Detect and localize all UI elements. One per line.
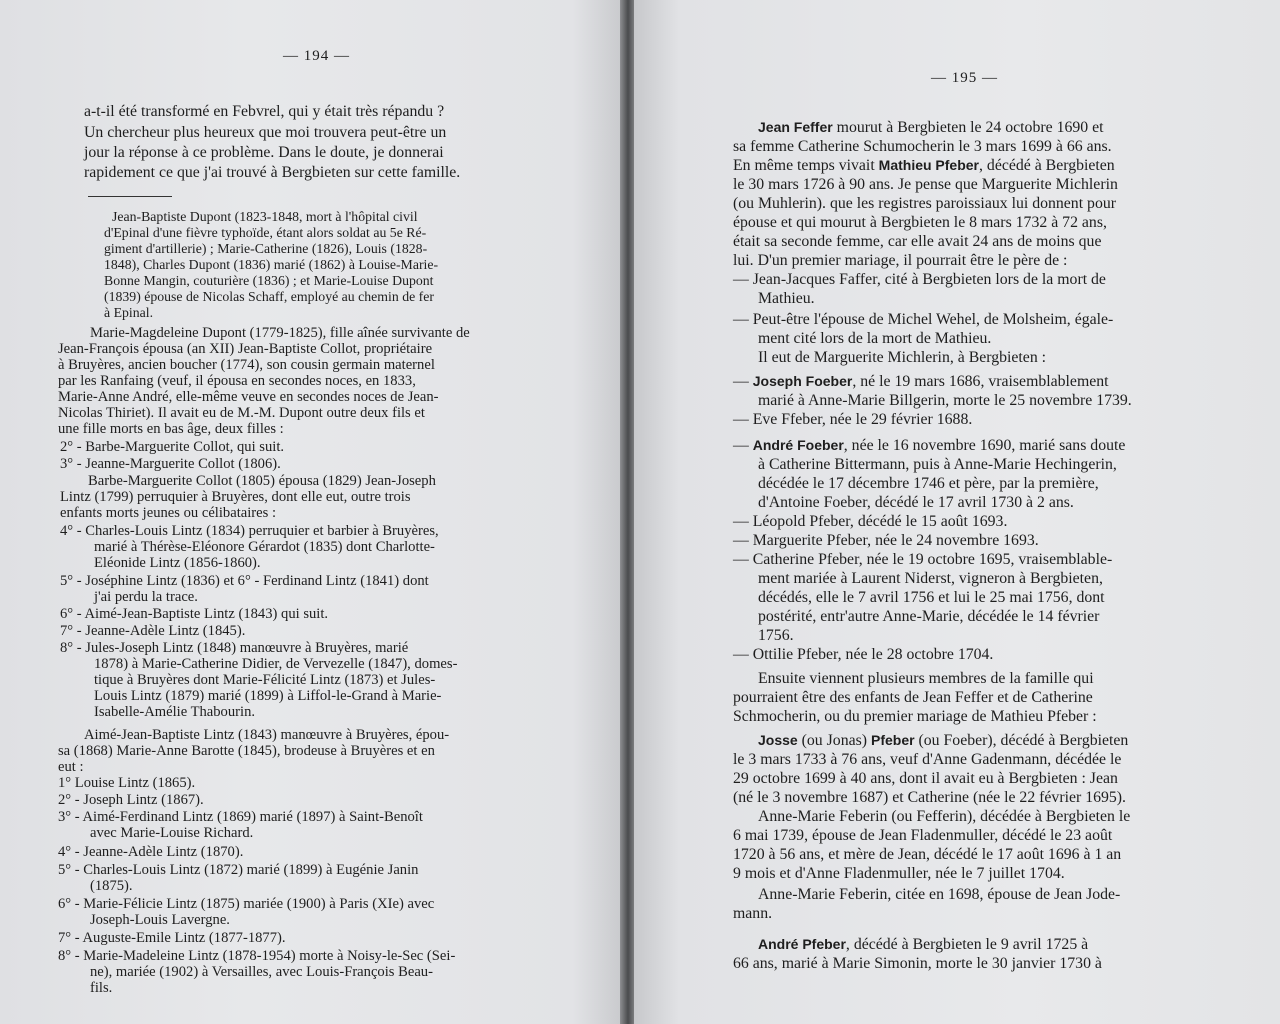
text-line: Jean-François épousa (an XII) Jean-Baptiste Collot, propriétaire bbox=[58, 341, 433, 357]
text-line: 1878) à Marie-Catherine Didier, de Vervezelle (1847), domes- bbox=[94, 656, 458, 672]
text-line: 6 mai 1739, épouse de Jean Fladenmuller, décédé le 23 août bbox=[733, 827, 1113, 844]
text-line: d'Epinal d'une fièvre typhoïde, étant alors soldat au 5e Ré- bbox=[104, 225, 427, 240]
list-item: 2° - Barbe-Marguerite Collot, qui suit. bbox=[60, 439, 285, 455]
text-run: — bbox=[733, 373, 753, 390]
left-page bbox=[0, 0, 622, 1024]
text-line: marié à Anne-Marie Billgerin, morte le 25 novembre 1739. bbox=[758, 392, 1132, 409]
text-line: Ensuite viennent plusieurs membres de la famille qui bbox=[758, 670, 1094, 687]
text-line: a-t-il été transformé en Febvrel, qui y était très répandu ? bbox=[84, 103, 445, 120]
text-line: fils. bbox=[90, 980, 113, 996]
person-name: Jean Feffer bbox=[758, 119, 833, 135]
text-run: (ou Foeber), décédé à Bergbieten bbox=[914, 732, 1129, 749]
text-line: marié à Thérèse-Eléonore Gérardot (1835) dont Charlotte- bbox=[94, 539, 435, 555]
list-item: 7° - Auguste-Emile Lintz (1877-1877). bbox=[58, 930, 286, 946]
text-line: par les Ranfaing (veuf, il épousa en secondes noces, en 1833, bbox=[58, 373, 416, 389]
list-item: 5° - Joséphine Lintz (1836) et 6° - Ferdinand Lintz (1841) dont bbox=[60, 573, 429, 589]
text-line: (né le 3 novembre 1687) et Catherine (née le 22 février 1695). bbox=[733, 789, 1127, 806]
text-line: Eléonide Lintz (1856-1860). bbox=[94, 555, 261, 571]
page-number: — 195 — bbox=[931, 70, 998, 86]
list-item: 3° - Aimé-Ferdinand Lintz (1869) marié (1897) à Saint-Benoît bbox=[58, 809, 423, 825]
list-item: 5° - Charles-Louis Lintz (1872) marié (1899) à Eugénie Janin bbox=[58, 862, 419, 878]
text-line bbox=[758, 733, 1128, 749]
text-line: (1839) épouse de Nicolas Schaff, employé au chemin de fer bbox=[104, 289, 434, 304]
text-run: , né le 19 mars 1686, vraisemblablement bbox=[852, 373, 1109, 390]
text-line: à Bruyères, ancien boucher (1774), son cousin germain maternel bbox=[58, 357, 435, 373]
person-name: Pfeber bbox=[870, 732, 915, 748]
text-line bbox=[733, 158, 1115, 174]
text-line bbox=[758, 937, 1088, 953]
list-item: — Eve Ffeber, née le 29 février 1688. bbox=[733, 411, 973, 428]
text-line: Nicolas Thiriet). Il avait eu de M.-M. Dupont outre deux fils et bbox=[58, 405, 425, 421]
text-line: Anne-Marie Feberin, citée en 1698, épouse de Jean Jode- bbox=[758, 886, 1121, 903]
text-run: (ou Jonas) bbox=[797, 732, 871, 749]
list-item: 4° - Charles-Louis Lintz (1834) perruquier et barbier à Bruyères, bbox=[60, 523, 439, 539]
text-line: Louis Lintz (1879) marié (1899) à Liffol-le-Grand à Marie- bbox=[94, 688, 442, 704]
text-line: tique à Bruyères dont Marie-Félicité Lintz (1873) et Jules- bbox=[94, 672, 436, 688]
text-line: Marie-Anne André, elle-même veuve en secondes noces de Jean- bbox=[58, 389, 439, 405]
text-line: épouse et qui mourut à Bergbieten le 8 mars 1732 à 72 ans, bbox=[733, 214, 1107, 231]
text-line: décédée le 17 décembre 1746 et père, par la première, bbox=[758, 475, 1099, 492]
right-page bbox=[634, 0, 1280, 1024]
text-line: avec Marie-Louise Richard. bbox=[90, 825, 254, 841]
text-line: 66 ans, marié à Marie Simonin, morte le 30 janvier 1730 à bbox=[733, 955, 1102, 972]
text-line: ment cité lors de la mort de Mathieu. bbox=[758, 330, 992, 347]
list-item: — Catherine Pfeber, née le 19 octobre 1695, vraisemblable- bbox=[733, 551, 1113, 568]
text-line: 1848), Charles Dupont (1836) marié (1862) à Louise-Marie- bbox=[104, 257, 439, 272]
text-line: ment mariée à Laurent Niderst, vigneron à Bergbieten, bbox=[758, 570, 1103, 587]
text-line: Joseph-Louis Lavergne. bbox=[90, 912, 230, 928]
list-item: 8° - Marie-Madeleine Lintz (1878-1954) morte à Noisy-le-Sec (Sei- bbox=[58, 948, 456, 964]
text-line: lui. D'un premier mariage, il pourrait être le père de : bbox=[733, 252, 1068, 269]
text-line: (ou Muhlerin). que les registres paroissiaux lui donnent pour bbox=[733, 195, 1116, 212]
text-line: Schmocherin, ou du premier mariage de Mathieu Pfeber : bbox=[733, 708, 1097, 725]
list-item bbox=[733, 438, 1125, 454]
text-line: Un chercheur plus heureux que moi trouvera peut-être un bbox=[84, 124, 447, 141]
text-line: (1875). bbox=[90, 878, 133, 894]
list-item: 3° - Jeanne-Marguerite Collot (1806). bbox=[60, 456, 281, 472]
person-name: Joseph Foeber bbox=[752, 373, 853, 389]
text-line: enfants morts jeunes ou célibataires : bbox=[60, 505, 276, 521]
text-run: mourut à Bergbieten le 24 octobre 1690 et bbox=[832, 119, 1104, 136]
text-line: 9 mois et d'Anne Fladenmuller, née le 7 juillet 1704. bbox=[733, 865, 1065, 882]
text-line: Bonne Mangin, couturière (1836) ; et Marie-Louise Dupont bbox=[104, 273, 434, 288]
list-item: 4° - Jeanne-Adèle Lintz (1870). bbox=[58, 844, 244, 860]
text-line: 1756. bbox=[758, 627, 794, 644]
text-line: mann. bbox=[733, 905, 773, 922]
text-line: Mathieu. bbox=[758, 290, 815, 307]
text-line: d'Antoine Foeber, décédé le 17 avril 1730 à 2 ans. bbox=[758, 494, 1074, 511]
text-line: sa (1868) Marie-Anne Barotte (1845), brodeuse à Bruyères et en bbox=[58, 743, 435, 759]
list-item: 6° - Aimé-Jean-Baptiste Lintz (1843) qui suit. bbox=[60, 606, 329, 622]
text-run: , née le 16 novembre 1690, marié sans doute bbox=[843, 437, 1126, 454]
text-line: Aimé-Jean-Baptiste Lintz (1843) manœuvre à Bruyères, épou- bbox=[84, 727, 450, 743]
list-item bbox=[733, 374, 1109, 390]
text-run: En même temps vivait bbox=[733, 157, 879, 174]
text-run: , décédé à Bergbieten bbox=[979, 157, 1115, 174]
text-line: j'ai perdu la trace. bbox=[94, 589, 198, 605]
text-line: ne), mariée (1902) à Versailles, avec Louis-François Beau- bbox=[90, 964, 433, 980]
text-line: à Epinal. bbox=[104, 305, 154, 320]
text-line: Marie-Magdeleine Dupont (1779-1825), fille aînée survivante de bbox=[90, 325, 470, 341]
text-line: le 30 mars 1726 à 90 ans. Je pense que Marguerite Michlerin bbox=[733, 176, 1118, 193]
person-name: André Foeber bbox=[752, 437, 844, 453]
text-line: jour la réponse à ce problème. Dans le doute, je donnerai bbox=[84, 144, 444, 161]
list-item: — Jean-Jacques Faffer, cité à Bergbieten lors de la mort de bbox=[733, 271, 1106, 288]
page-number: — 194 — bbox=[283, 48, 350, 64]
list-item: 8° - Jules-Joseph Lintz (1848) manœuvre à Bruyères, marié bbox=[60, 640, 409, 656]
text-line: Lintz (1799) perruquier à Bruyères, dont elle eut, outre trois bbox=[60, 489, 411, 505]
footnote-rule bbox=[88, 196, 172, 197]
text-line: 1720 à 56 ans, et mère de Jean, décédé le 17 août 1696 à 1 an bbox=[733, 846, 1122, 863]
text-line: une fille morts en bas âge, deux filles : bbox=[58, 421, 284, 437]
list-item: — Marguerite Pfeber, née le 24 novembre 1693. bbox=[733, 532, 1039, 549]
text-line: pourraient être des enfants de Jean Feffer et de Catherine bbox=[733, 689, 1093, 706]
list-item: 6° - Marie-Félicie Lintz (1875) mariée (1900) à Paris (XIe) avec bbox=[58, 896, 435, 912]
text-line: était sa seconde femme, car elle avait 24 ans de moins que bbox=[733, 233, 1102, 250]
text-line: giment d'artillerie) ; Marie-Catherine (1826), Louis (1828- bbox=[104, 241, 428, 256]
person-name: André Pfeber bbox=[758, 936, 846, 952]
text-line: Barbe-Marguerite Collot (1805) épousa (1829) Jean-Joseph bbox=[88, 473, 436, 489]
text-line: sa femme Catherine Schumocherin le 3 mars 1699 à 66 ans. bbox=[733, 138, 1112, 155]
text-line: 29 octobre 1699 à 40 ans, dont il avait eu à Bergbieten : Jean bbox=[733, 770, 1118, 787]
text-line: Anne-Marie Feberin (ou Fefferin), décédée à Bergbieten le bbox=[758, 808, 1131, 825]
person-name: Josse bbox=[758, 732, 798, 748]
text-line: postérité, entr'autre Anne-Marie, décédée le 14 février bbox=[758, 608, 1100, 625]
text-line: Jean-Baptiste Dupont (1823-1848, mort à l'hôpital civil bbox=[112, 209, 418, 224]
text-line: eut : bbox=[58, 759, 84, 775]
text-run: — bbox=[733, 437, 753, 454]
list-item: 1° Louise Lintz (1865). bbox=[58, 775, 196, 791]
text-line: à Catherine Bittermann, puis à Anne-Marie Hechingerin, bbox=[758, 456, 1117, 473]
text-run: , décédé à Bergbieten le 9 avril 1725 à bbox=[845, 936, 1089, 953]
list-item: — Peut-être l'épouse de Michel Wehel, de Molsheim, égale- bbox=[733, 311, 1114, 328]
list-item: — Léopold Pfeber, décédé le 15 août 1693. bbox=[733, 513, 1008, 530]
list-item: 2° - Joseph Lintz (1867). bbox=[58, 792, 204, 808]
text-line: le 3 mars 1733 à 76 ans, veuf d'Anne Gadenmann, décédée le bbox=[733, 751, 1122, 768]
text-line: Il eut de Marguerite Michlerin, à Bergbieten : bbox=[758, 349, 1047, 366]
text-line: décédés, elle le 7 avril 1756 et lui le 25 mai 1756, dont bbox=[758, 589, 1105, 606]
text-line: rapidement ce que j'ai trouvé à Bergbieten sur cette famille. bbox=[84, 164, 461, 181]
text-line bbox=[758, 120, 1104, 136]
person-name: Mathieu Pfeber bbox=[878, 157, 980, 173]
list-item: — Ottilie Pfeber, née le 28 octobre 1704. bbox=[733, 646, 994, 663]
list-item: 7° - Jeanne-Adèle Lintz (1845). bbox=[60, 623, 246, 639]
text-line: Isabelle-Amélie Thabourin. bbox=[94, 704, 256, 720]
